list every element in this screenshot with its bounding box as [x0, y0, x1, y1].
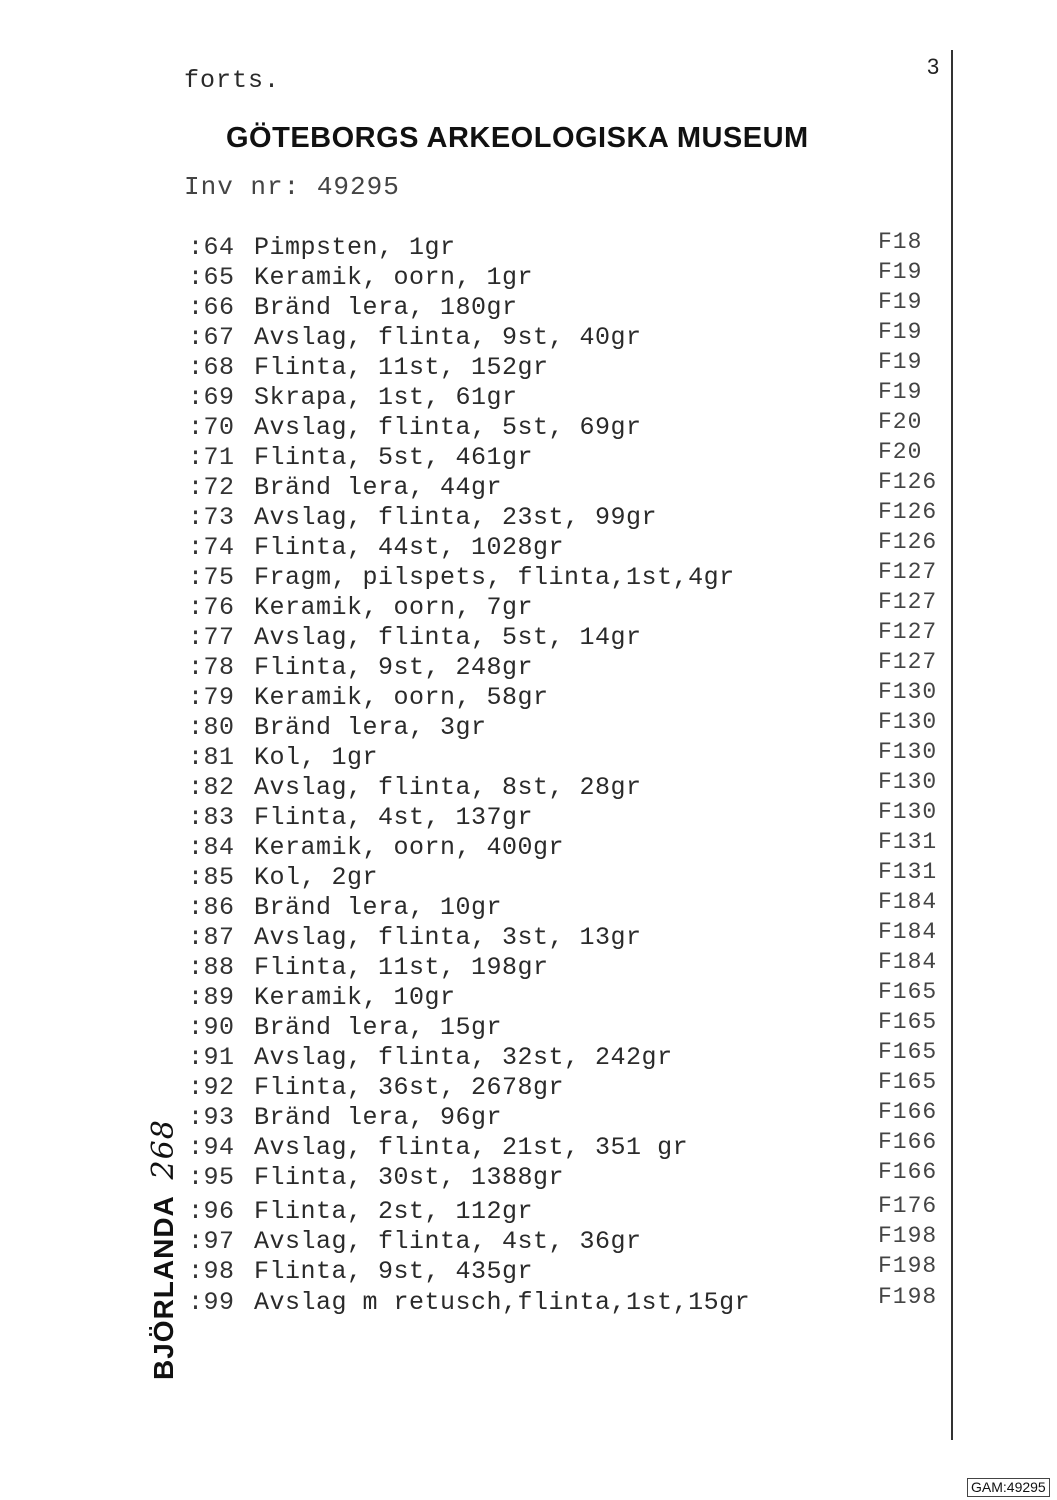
- entry-number: :98: [188, 1257, 235, 1286]
- entry-number: :66: [188, 293, 235, 322]
- list-item: [188, 679, 948, 713]
- entry-number: :79: [188, 683, 235, 712]
- entry-number: :97: [188, 1227, 235, 1256]
- entry-description: Avslag, flinta, 9st, 40gr: [254, 323, 642, 352]
- entry-location: F127: [878, 649, 938, 675]
- inventory-number: 49295: [316, 172, 400, 202]
- entry-location: F130: [878, 769, 938, 795]
- entry-description: Bränd lera, 15gr: [254, 1013, 503, 1042]
- entry-description: Flinta, 44st, 1028gr: [254, 533, 565, 562]
- entry-location: F19: [878, 349, 923, 375]
- list-item: [188, 439, 948, 473]
- entry-description: Avslag, flinta, 23st, 99gr: [254, 503, 658, 532]
- list-item: [188, 1193, 948, 1227]
- list-item: [188, 289, 948, 323]
- entry-description: Keramik, oorn, 400gr: [254, 833, 565, 862]
- entry-number: :83: [188, 803, 235, 832]
- entry-location: F127: [878, 619, 938, 645]
- entry-description: Avslag, flinta, 5st, 69gr: [254, 413, 642, 442]
- entry-number: :81: [188, 743, 235, 772]
- entry-location: F165: [878, 979, 938, 1005]
- entry-description: Keramik, oorn, 58gr: [254, 683, 549, 712]
- entry-description: Keramik, oorn, 7gr: [254, 593, 534, 622]
- entry-description: Flinta, 2st, 112gr: [254, 1197, 534, 1226]
- list-item: [188, 1009, 948, 1043]
- entry-number: :82: [188, 773, 235, 802]
- list-item: [188, 859, 948, 893]
- entry-description: Flinta, 11st, 198gr: [254, 953, 549, 982]
- list-item: [188, 229, 948, 263]
- entry-location: F20: [878, 439, 923, 465]
- list-item: [188, 919, 948, 953]
- list-item: [188, 1284, 948, 1318]
- entry-number: :92: [188, 1073, 235, 1102]
- entry-location: F198: [878, 1253, 938, 1279]
- entry-location: F126: [878, 529, 938, 555]
- list-item: [188, 799, 948, 833]
- entry-number: :69: [188, 383, 235, 412]
- entry-location: F130: [878, 799, 938, 825]
- entry-description: Bränd lera, 10gr: [254, 893, 503, 922]
- list-item: [188, 979, 948, 1013]
- page-number: 3: [927, 54, 940, 79]
- entry-number: :70: [188, 413, 235, 442]
- entry-location: F184: [878, 889, 938, 915]
- list-item: [188, 469, 948, 503]
- entry-number: :67: [188, 323, 235, 352]
- entry-location: F184: [878, 919, 938, 945]
- entry-description: Fragm, pilspets, flinta,1st,4gr: [254, 563, 735, 592]
- entry-number: :89: [188, 983, 235, 1012]
- entry-description: Flinta, 4st, 137gr: [254, 803, 534, 832]
- entry-number: :94: [188, 1133, 235, 1162]
- list-item: [188, 709, 948, 743]
- entry-number: :72: [188, 473, 235, 502]
- list-item: [188, 1253, 948, 1287]
- entry-location: F166: [878, 1099, 938, 1125]
- entry-description: Avslag, flinta, 21st, 351 gr: [254, 1133, 689, 1162]
- entry-number: :96: [188, 1197, 235, 1226]
- entry-location: F131: [878, 829, 938, 855]
- entry-location: F130: [878, 709, 938, 735]
- entry-location: F165: [878, 1039, 938, 1065]
- entry-description: Kol, 2gr: [254, 863, 379, 892]
- list-item: [188, 259, 948, 293]
- entry-location: F19: [878, 379, 923, 405]
- entry-description: Pimpsten, 1gr: [254, 233, 456, 262]
- list-item: [188, 829, 948, 863]
- entry-location: F127: [878, 559, 938, 585]
- list-item: [188, 1099, 948, 1133]
- list-item: [188, 619, 948, 653]
- entry-number: :88: [188, 953, 235, 982]
- continued-label: forts.: [184, 66, 281, 95]
- entry-number: :73: [188, 503, 235, 532]
- entry-number: :90: [188, 1013, 235, 1042]
- inventory-label: Inv nr:: [184, 172, 301, 202]
- entry-description: Avslag m retusch,flinta,1st,15gr: [254, 1288, 751, 1317]
- entry-location: F165: [878, 1009, 938, 1035]
- list-item: [188, 1069, 948, 1103]
- list-item: [188, 1223, 948, 1257]
- entry-location: F127: [878, 589, 938, 615]
- entry-location: F126: [878, 469, 938, 495]
- entry-description: Avslag, flinta, 5st, 14gr: [254, 623, 642, 652]
- entry-location: F166: [878, 1159, 938, 1185]
- list-item: [188, 649, 948, 683]
- entry-description: Keramik, oorn, 1gr: [254, 263, 534, 292]
- entry-number: :87: [188, 923, 235, 952]
- entry-number: :78: [188, 653, 235, 682]
- list-item: [188, 589, 948, 623]
- entry-description: Avslag, flinta, 8st, 28gr: [254, 773, 642, 802]
- entry-number: :99: [188, 1288, 235, 1317]
- entry-description: Flinta, 30st, 1388gr: [254, 1163, 565, 1192]
- entry-location: F126: [878, 499, 938, 525]
- entry-location: F19: [878, 319, 923, 345]
- entry-location: F165: [878, 1069, 938, 1095]
- list-item: [188, 319, 948, 353]
- entry-location: F166: [878, 1129, 938, 1155]
- entry-location: F20: [878, 409, 923, 435]
- list-item: [188, 1039, 948, 1073]
- entry-number: :95: [188, 1163, 235, 1192]
- entry-location: F19: [878, 289, 923, 315]
- entry-description: Avslag, flinta, 3st, 13gr: [254, 923, 642, 952]
- entry-location: F130: [878, 739, 938, 765]
- entry-location: F19: [878, 259, 923, 285]
- entry-description: Kol, 1gr: [254, 743, 379, 772]
- site-number: 268: [146, 1119, 181, 1180]
- entry-number: :80: [188, 713, 235, 742]
- site-name: BJÖRLANDA: [148, 1196, 179, 1380]
- entry-description: Avslag, flinta, 32st, 242gr: [254, 1043, 673, 1072]
- entry-description: Bränd lera, 180gr: [254, 293, 518, 322]
- list-item: [188, 499, 948, 533]
- entry-location: F130: [878, 679, 938, 705]
- entry-location: F198: [878, 1284, 938, 1310]
- entry-description: Keramik, 10gr: [254, 983, 456, 1012]
- entry-description: Flinta, 9st, 248gr: [254, 653, 534, 682]
- entry-description: Flinta, 9st, 435gr: [254, 1257, 534, 1286]
- list-item: [188, 949, 948, 983]
- entry-description: Bränd lera, 44gr: [254, 473, 503, 502]
- entry-number: :77: [188, 623, 235, 652]
- entry-number: :86: [188, 893, 235, 922]
- entry-location: F131: [878, 859, 938, 885]
- list-item: [188, 1129, 948, 1163]
- list-item: [188, 739, 948, 773]
- list-item: [188, 409, 948, 443]
- list-item: [188, 889, 948, 923]
- entry-location: F184: [878, 949, 938, 975]
- museum-stamp-header: GÖTEBORGS ARKEOLOGISKA MUSEUM: [226, 122, 809, 154]
- entry-number: :75: [188, 563, 235, 592]
- archive-id-label: GAM:49295: [967, 1478, 1050, 1497]
- entry-location: F198: [878, 1223, 938, 1249]
- entry-number: :65: [188, 263, 235, 292]
- entry-description: Flinta, 11st, 152gr: [254, 353, 549, 382]
- list-item: [188, 1159, 948, 1193]
- entry-number: :68: [188, 353, 235, 382]
- entry-number: :76: [188, 593, 235, 622]
- entry-description: Skrapa, 1st, 61gr: [254, 383, 518, 412]
- site-stamp: [146, 1119, 181, 1380]
- list-item: [188, 529, 948, 563]
- entry-location: F18: [878, 229, 923, 255]
- entry-description: Flinta, 5st, 461gr: [254, 443, 534, 472]
- entry-description: Bränd lera, 3gr: [254, 713, 487, 742]
- list-item: [188, 769, 948, 803]
- entry-location: F176: [878, 1193, 938, 1219]
- list-item: [188, 379, 948, 413]
- entry-number: :84: [188, 833, 235, 862]
- entry-description: Bränd lera, 96gr: [254, 1103, 503, 1132]
- entry-description: Avslag, flinta, 4st, 36gr: [254, 1227, 642, 1256]
- entry-number: :64: [188, 233, 235, 262]
- entry-number: :91: [188, 1043, 235, 1072]
- entry-number: :74: [188, 533, 235, 562]
- entry-number: :93: [188, 1103, 235, 1132]
- entry-number: :71: [188, 443, 235, 472]
- entry-description: Flinta, 36st, 2678gr: [254, 1073, 565, 1102]
- list-item: [188, 559, 948, 593]
- list-item: [188, 349, 948, 383]
- entry-number: :85: [188, 863, 235, 892]
